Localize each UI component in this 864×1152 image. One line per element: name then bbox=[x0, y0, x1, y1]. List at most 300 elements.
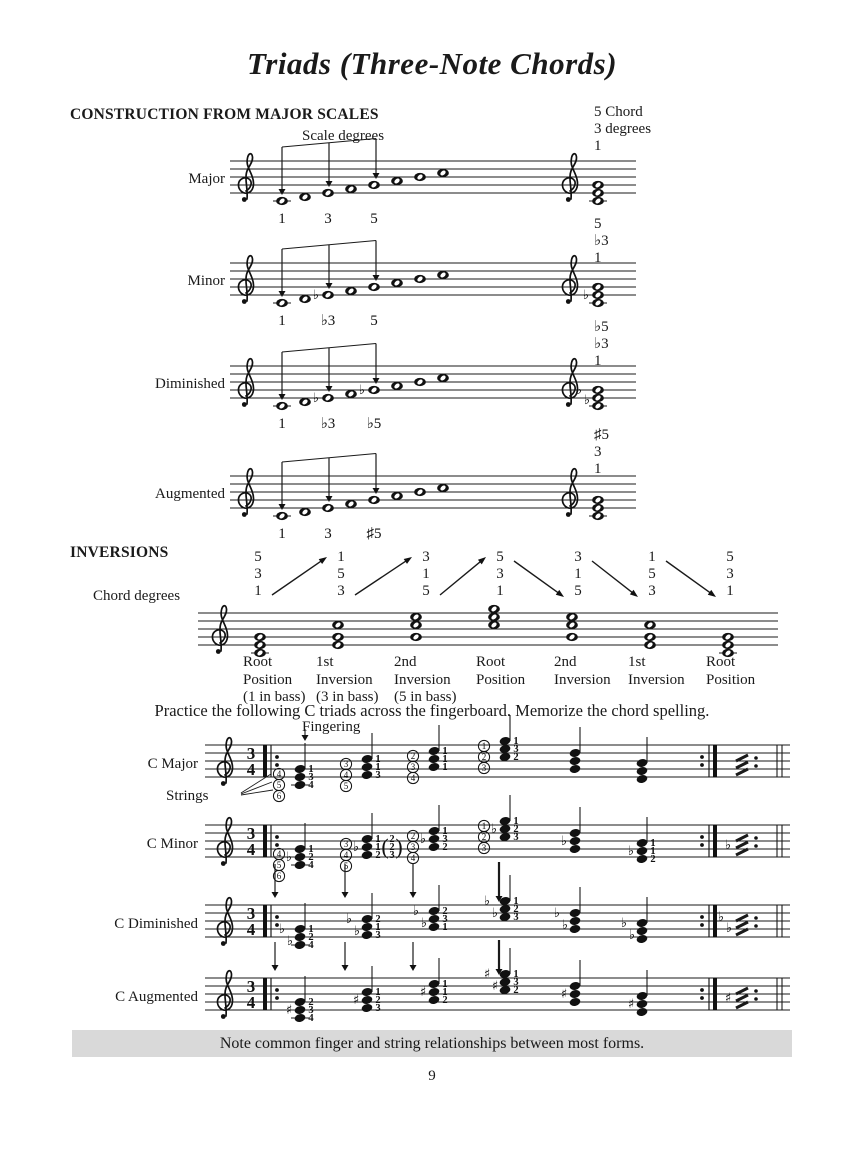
time-signature-top: 3 bbox=[246, 744, 256, 763]
arrow-head bbox=[404, 557, 412, 564]
chord-degrees-label: Chord degrees bbox=[93, 588, 181, 604]
scale-degree: 5 bbox=[370, 211, 378, 227]
clef-dot bbox=[221, 1014, 226, 1019]
arrow-shaft bbox=[666, 561, 711, 593]
note-head bbox=[361, 850, 373, 860]
end-repeat-thick bbox=[713, 978, 717, 1010]
string-number: 5 bbox=[276, 860, 282, 871]
string-number: 3 bbox=[410, 762, 416, 773]
row-label-c-minor: C Minor bbox=[146, 836, 198, 852]
strings-label: Strings bbox=[166, 788, 209, 804]
note-head bbox=[428, 914, 440, 924]
stack-line: ♭5 bbox=[594, 319, 609, 335]
chord-degree: 3 bbox=[496, 566, 504, 582]
accidental: ♭ bbox=[627, 844, 635, 859]
time-signature-bottom: 4 bbox=[246, 993, 256, 1012]
accidental: ♭ bbox=[345, 912, 353, 927]
inversion-label bbox=[476, 654, 525, 689]
note-head bbox=[428, 754, 440, 764]
fingering-label: Fingering bbox=[302, 719, 361, 735]
scale-degree: ♯5 bbox=[366, 526, 382, 542]
chord-degree: 5 bbox=[254, 549, 262, 565]
scale-degrees-label: Scale degrees bbox=[302, 128, 385, 144]
arrow-shaft bbox=[514, 561, 559, 593]
scale-degree: 1 bbox=[278, 526, 286, 542]
finger-number: 2 bbox=[513, 985, 519, 996]
repeat-dot bbox=[700, 835, 704, 839]
dot bbox=[754, 756, 758, 760]
strum-slash bbox=[736, 988, 748, 994]
accidental: ♭ bbox=[420, 916, 428, 931]
row-label-c-augmented: C Augmented bbox=[115, 989, 198, 1005]
strum-slash bbox=[736, 995, 748, 1001]
row-label-minor: Minor bbox=[187, 273, 225, 289]
strum-slash bbox=[736, 835, 748, 841]
note-head bbox=[294, 852, 306, 862]
arrow-head bbox=[373, 275, 380, 281]
inversions-heading: INVERSIONS bbox=[70, 544, 169, 561]
begin-repeat-thick bbox=[263, 745, 267, 777]
arrow-head bbox=[410, 965, 417, 971]
chord-degree: 5 bbox=[574, 583, 582, 599]
finger-number: 2 bbox=[513, 752, 519, 763]
note-head bbox=[361, 834, 373, 844]
finger-number: 3 bbox=[513, 977, 519, 988]
accidental: ♯ bbox=[491, 979, 499, 994]
strum-slash bbox=[736, 842, 748, 848]
dot bbox=[754, 836, 758, 840]
note-banner: Note common finger and string relationships between most forms. bbox=[72, 1030, 792, 1057]
string-number: 6 bbox=[276, 871, 282, 882]
note-head bbox=[428, 979, 440, 989]
inversion-label-line: 2nd bbox=[394, 654, 417, 670]
chord-degree: 1 bbox=[337, 549, 345, 565]
dot bbox=[754, 764, 758, 768]
finger-number: 1 bbox=[375, 922, 381, 933]
accidental: ♭ bbox=[285, 850, 293, 865]
note-head bbox=[569, 908, 581, 918]
chord-degree: 5 bbox=[726, 549, 734, 565]
clef-dot bbox=[242, 299, 247, 304]
stack-line: ♯5 bbox=[594, 427, 609, 443]
arrow-shaft bbox=[272, 560, 322, 595]
chord-degree: 1 bbox=[496, 583, 504, 599]
note-head bbox=[294, 1013, 306, 1023]
string-number: 2 bbox=[481, 752, 487, 763]
finger-number: 2 bbox=[513, 904, 519, 915]
chord-degree: 1 bbox=[574, 566, 582, 582]
note-head bbox=[636, 838, 648, 848]
finger-number: 1 bbox=[513, 969, 519, 980]
note-head bbox=[569, 997, 581, 1007]
clef-dot bbox=[566, 512, 571, 517]
dot bbox=[754, 989, 758, 993]
inversion-label bbox=[706, 654, 755, 689]
accidental: ♭ bbox=[620, 916, 628, 931]
finger-number: 4 bbox=[308, 780, 314, 791]
inversion-arrows bbox=[0, 551, 864, 605]
accidental: ♭ bbox=[724, 838, 732, 853]
repeat-dot bbox=[275, 843, 279, 847]
note-head bbox=[569, 981, 581, 991]
note-head bbox=[428, 842, 440, 852]
inversion-label-line: Inversion bbox=[628, 671, 685, 688]
stack-line: 5 bbox=[594, 216, 602, 232]
arrow-shaft bbox=[440, 561, 481, 595]
staff-diminished bbox=[230, 336, 640, 436]
note-head bbox=[428, 906, 440, 916]
strum-slash bbox=[736, 849, 748, 855]
arrow-head bbox=[342, 965, 349, 971]
inversion-label bbox=[394, 654, 457, 707]
row-label-c-major: C Major bbox=[147, 756, 198, 772]
finger-number: 1 bbox=[375, 834, 381, 845]
string-number: 2 bbox=[410, 751, 416, 762]
finger-number: 1 bbox=[308, 844, 314, 855]
stack-line: 1 bbox=[594, 138, 602, 154]
chord-degree: 3 bbox=[254, 566, 262, 582]
note-head bbox=[428, 834, 440, 844]
row-label-major: Major bbox=[188, 171, 225, 187]
page-title: Triads (Three-Note Chords) bbox=[246, 46, 618, 81]
finger-number: 2 bbox=[308, 932, 314, 943]
arrow-head bbox=[373, 173, 380, 179]
accidental: ♭ bbox=[560, 834, 568, 849]
alt-finger-number: 2 bbox=[389, 834, 395, 845]
string-number: 1 bbox=[481, 741, 487, 752]
note-head bbox=[428, 922, 440, 932]
note-head bbox=[636, 926, 648, 936]
string-number: 4 bbox=[276, 849, 282, 860]
note-head bbox=[294, 1005, 306, 1015]
inversion-label bbox=[554, 654, 611, 689]
string-number: 3 bbox=[343, 759, 349, 770]
scale-degree: 5 bbox=[370, 313, 378, 329]
finger-number: 2 bbox=[308, 852, 314, 863]
accidental: ♭ bbox=[352, 840, 360, 855]
strum-slash bbox=[736, 915, 748, 921]
finger-number: 2 bbox=[442, 995, 448, 1006]
finger-number: 2 bbox=[308, 997, 314, 1008]
practice-text: Practice the following C triads across the fingerboard. Memorize the chord spelling. bbox=[154, 701, 710, 720]
note-head bbox=[569, 748, 581, 758]
chord-degree: 5 bbox=[648, 566, 656, 582]
scale-degree: 1 bbox=[278, 211, 286, 227]
inversions-staff bbox=[198, 607, 790, 661]
inversion-label-line: Root bbox=[706, 654, 736, 670]
note-head bbox=[569, 828, 581, 838]
chord-degree: 5 bbox=[337, 566, 345, 582]
time-signature-bottom: 4 bbox=[246, 760, 256, 779]
finger-number: 2 bbox=[442, 906, 448, 917]
arrow-head bbox=[272, 892, 279, 898]
string-number: 2 bbox=[481, 832, 487, 843]
clef-dot bbox=[242, 197, 247, 202]
finger-number: 4 bbox=[308, 940, 314, 951]
form-arrows-minor-to-diminished bbox=[205, 862, 797, 904]
inversion-label-line: Position bbox=[243, 671, 293, 688]
inversion-label-line: 1st bbox=[316, 654, 334, 670]
note-head bbox=[294, 772, 306, 782]
staff-augmented bbox=[230, 446, 640, 546]
accidental: ♭ bbox=[628, 928, 636, 943]
row-label-c-diminished: C Diminished bbox=[114, 916, 198, 932]
note-head bbox=[361, 770, 373, 780]
dot bbox=[754, 997, 758, 1001]
finger-number: 1 bbox=[650, 846, 656, 857]
stack-line: ♭3 bbox=[594, 336, 609, 352]
inversion-label-line: 2nd bbox=[554, 654, 577, 670]
clef-dot bbox=[566, 197, 571, 202]
note-head bbox=[569, 989, 581, 999]
scale-degree: ♭3 bbox=[320, 416, 336, 432]
accidental: ♭ bbox=[312, 391, 320, 406]
alt-finger-number: 2 bbox=[389, 842, 395, 853]
fingerboard-staff-c-major bbox=[205, 727, 797, 807]
string-number: 3 bbox=[481, 763, 487, 774]
chord-degree: 3 bbox=[726, 566, 734, 582]
note-head bbox=[361, 1003, 373, 1013]
accidental: ♭ bbox=[419, 832, 427, 847]
inversion-label-line: Root bbox=[476, 654, 506, 670]
chord-degree: 5 bbox=[422, 583, 430, 599]
repeat-dot bbox=[275, 835, 279, 839]
finger-number: 3 bbox=[513, 912, 519, 923]
string-number: 4 bbox=[343, 850, 349, 861]
accidental: ♯ bbox=[483, 967, 491, 982]
accidental: ♯ bbox=[352, 993, 360, 1008]
end-repeat-thick bbox=[713, 825, 717, 857]
inversion-label-line: Inversion bbox=[394, 671, 451, 688]
note-head bbox=[428, 826, 440, 836]
finger-number: 1 bbox=[442, 922, 448, 933]
stack-line: ♭3 bbox=[594, 233, 609, 249]
arrow-head bbox=[272, 965, 279, 971]
finger-number: 4 bbox=[308, 860, 314, 871]
string-number: 6 bbox=[276, 791, 282, 802]
note-head bbox=[636, 991, 648, 1001]
finger-number: 1 bbox=[442, 979, 448, 990]
stack-line: 5 Chord bbox=[594, 104, 643, 120]
finger-number: 1 bbox=[308, 924, 314, 935]
finger-number: 3 bbox=[442, 834, 448, 845]
finger-number: 1 bbox=[513, 816, 519, 827]
finger-number: 3 bbox=[442, 914, 448, 925]
accidental: ♭ bbox=[561, 918, 569, 933]
inversion-label-line: (1 in bass) bbox=[243, 689, 306, 705]
alt-finger-number: 3 bbox=[389, 850, 395, 861]
note-head bbox=[294, 997, 306, 1007]
finger-number: 2 bbox=[375, 995, 381, 1006]
string-number: 4 bbox=[410, 853, 416, 864]
clef-dot bbox=[221, 781, 226, 786]
paren-close: ) bbox=[395, 834, 403, 859]
accidental: ♭ bbox=[717, 910, 725, 925]
row-label-augmented: Augmented bbox=[155, 486, 225, 502]
begin-repeat-thick bbox=[263, 978, 267, 1010]
chord-degree: 1 bbox=[648, 549, 656, 565]
stack-line: 1 bbox=[594, 250, 602, 266]
finger-number: 1 bbox=[375, 842, 381, 853]
chord-degree: 5 bbox=[496, 549, 504, 565]
note-head bbox=[569, 924, 581, 934]
note-head bbox=[636, 918, 648, 928]
note-head bbox=[361, 762, 373, 772]
string-number: 3 bbox=[410, 842, 416, 853]
arrow-head bbox=[556, 590, 564, 597]
inversion-label-line: (5 in bass) bbox=[394, 689, 457, 705]
repeat-dot bbox=[275, 755, 279, 759]
repeat-dot bbox=[700, 923, 704, 927]
inversion-label-line: (3 in bass) bbox=[316, 689, 379, 705]
page-number: 9 bbox=[428, 1068, 436, 1084]
string-number: 4 bbox=[343, 770, 349, 781]
accidental: ♯ bbox=[724, 991, 732, 1006]
chord-degree: 3 bbox=[648, 583, 656, 599]
inversion-label-line: Inversion bbox=[316, 671, 373, 688]
scale-degree: 1 bbox=[278, 416, 286, 432]
construction-heading: CONSTRUCTION FROM MAJOR SCALES bbox=[70, 106, 379, 123]
stack-line: 3 bbox=[594, 444, 602, 460]
arrow-head bbox=[319, 557, 327, 564]
arrow-shaft bbox=[592, 561, 633, 593]
arrow-head bbox=[326, 386, 333, 392]
string-number: 5 bbox=[276, 780, 282, 791]
arrow-head bbox=[708, 590, 716, 597]
finger-number: 3 bbox=[308, 1005, 314, 1016]
finger-number: 2 bbox=[442, 842, 448, 853]
string-number: 3 bbox=[481, 843, 487, 854]
arrow-head bbox=[326, 496, 333, 502]
repeat-dot bbox=[700, 755, 704, 759]
finger-number: 1 bbox=[442, 746, 448, 757]
note-head bbox=[361, 987, 373, 997]
note-head bbox=[569, 756, 581, 766]
arrow-head bbox=[496, 969, 503, 975]
accidental: ♭ bbox=[553, 906, 561, 921]
accidental: ♭ bbox=[312, 288, 320, 303]
arrow-head bbox=[342, 892, 349, 898]
stack-line: 3 degrees bbox=[594, 121, 652, 137]
finger-number: 1 bbox=[308, 764, 314, 775]
scale-degree: 1 bbox=[278, 313, 286, 329]
note-head bbox=[294, 780, 306, 790]
note-head bbox=[636, 999, 648, 1009]
finger-number: 3 bbox=[308, 772, 314, 783]
time-signature-top: 3 bbox=[246, 977, 256, 996]
stack-line: 1 bbox=[594, 461, 602, 477]
finger-number: 1 bbox=[375, 762, 381, 773]
clef-dot bbox=[566, 299, 571, 304]
string-number: 5 bbox=[343, 781, 349, 792]
note-head bbox=[636, 766, 648, 776]
arrow-head bbox=[279, 504, 286, 510]
clef-dot bbox=[242, 512, 247, 517]
string-number: 4 bbox=[410, 773, 416, 784]
note-head bbox=[294, 924, 306, 934]
form-arrows-diminished-to-augmented bbox=[205, 940, 797, 977]
repeat-dot bbox=[275, 988, 279, 992]
note-head bbox=[361, 922, 373, 932]
note-head bbox=[361, 914, 373, 924]
scale-degree: 3 bbox=[324, 526, 332, 542]
repeat-dot bbox=[700, 843, 704, 847]
note-head bbox=[294, 764, 306, 774]
dot bbox=[754, 916, 758, 920]
arrow-shaft bbox=[355, 560, 407, 595]
strum-slash bbox=[736, 762, 748, 768]
dot bbox=[754, 844, 758, 848]
inversion-label-line: Inversion bbox=[554, 671, 611, 688]
scale-degree: ♭3 bbox=[320, 313, 336, 329]
inversion-label-line: 1st bbox=[628, 654, 646, 670]
arrow-head bbox=[279, 394, 286, 400]
arrow-head bbox=[373, 488, 380, 494]
repeat-dot bbox=[700, 996, 704, 1000]
chord-degree: 3 bbox=[337, 583, 345, 599]
finger-number: 1 bbox=[442, 826, 448, 837]
accidental: ♭ bbox=[278, 922, 286, 937]
finger-number: 2 bbox=[513, 824, 519, 835]
inversion-label-line: Root bbox=[243, 654, 273, 670]
finger-number: 1 bbox=[513, 736, 519, 747]
staff-minor bbox=[230, 233, 640, 333]
chord-degree: 1 bbox=[422, 566, 430, 582]
repeat-dot bbox=[275, 763, 279, 767]
note-head bbox=[569, 836, 581, 846]
arrow-head bbox=[302, 735, 309, 741]
finger-number: 3 bbox=[375, 770, 381, 781]
accidental: ♭ bbox=[412, 904, 420, 919]
begin-repeat-thick bbox=[263, 905, 267, 937]
finger-number: 1 bbox=[442, 987, 448, 998]
time-signature-top: 3 bbox=[246, 904, 256, 923]
note-head bbox=[636, 758, 648, 768]
chord-degree: 3 bbox=[422, 549, 430, 565]
accidental: ♭ bbox=[490, 822, 498, 837]
scale-degree: 3 bbox=[324, 211, 332, 227]
accidental: ♯ bbox=[627, 997, 635, 1012]
time-signature-bottom: 4 bbox=[246, 920, 256, 939]
inversion-label bbox=[316, 654, 379, 707]
finger-number: 2 bbox=[375, 850, 381, 861]
begin-repeat-thick bbox=[263, 825, 267, 857]
repeat-dot bbox=[700, 915, 704, 919]
note-head bbox=[428, 762, 440, 772]
arrow-head bbox=[496, 896, 503, 902]
repeat-dot bbox=[700, 763, 704, 767]
note-head bbox=[636, 846, 648, 856]
accidental: ♭ bbox=[358, 383, 366, 398]
inversion-label-line: Position bbox=[476, 671, 526, 688]
scale-degree: ♭5 bbox=[366, 416, 382, 432]
finger-number: 1 bbox=[513, 896, 519, 907]
arrow-head bbox=[326, 283, 333, 289]
time-signature-bottom: 4 bbox=[246, 840, 256, 859]
finger-number: 3 bbox=[513, 832, 519, 843]
arrow-head bbox=[326, 181, 333, 187]
chord-degree: 1 bbox=[726, 583, 734, 599]
string-number: 5 bbox=[343, 861, 349, 872]
accidental: ♭ bbox=[286, 934, 294, 949]
strum-slash bbox=[736, 755, 748, 761]
string-number: 4 bbox=[276, 769, 282, 780]
inversion-label-line: Position bbox=[706, 671, 756, 688]
chord-degree: 3 bbox=[574, 549, 582, 565]
finger-number: 1 bbox=[375, 754, 381, 765]
inversion-label bbox=[243, 654, 306, 707]
note-head bbox=[294, 844, 306, 854]
